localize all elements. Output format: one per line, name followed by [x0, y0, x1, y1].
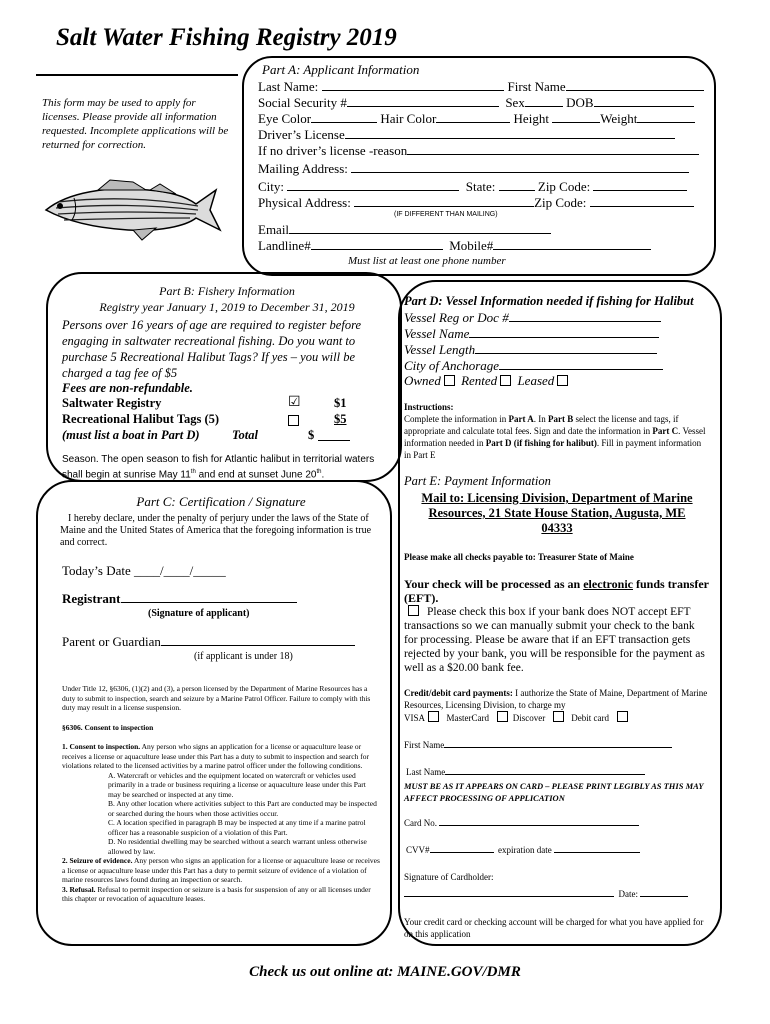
rented-checkbox[interactable]: [500, 375, 511, 386]
card-date-field[interactable]: [640, 887, 688, 897]
discover-label: Discover: [512, 713, 546, 723]
part-d-heading: Part D: Vessel Information needed if fishing for Halibut: [404, 294, 694, 308]
sex-field[interactable]: [525, 94, 563, 107]
physical-address-label: Physical Address:: [258, 195, 351, 210]
last-name-label: Last Name:: [258, 79, 319, 94]
first-name-field[interactable]: [566, 78, 704, 91]
discover-checkbox[interactable]: [553, 711, 564, 722]
phone-note: Must list at least one phone number: [348, 255, 506, 267]
saltwater-registry-checkbox[interactable]: ☑: [288, 395, 301, 410]
title-12-text: Under Title 12, §6306, (1)(2) and (3), a person licensed by the Department of Marine Resources has a duty to submit to inspection, search and seizure by a Marine Patrol Officer. Failure to comply with this duty may result in a license suspension.: [62, 684, 371, 712]
registrant-signature-field[interactable]: [121, 590, 297, 603]
form-title: Salt Water Fishing Registry 2019: [56, 24, 397, 51]
part-c-heading: Part C: Certification / Signature: [136, 494, 306, 509]
halibut-tags-checkbox[interactable]: [288, 415, 299, 426]
height-label: Height: [513, 111, 549, 126]
debit-checkbox[interactable]: [617, 711, 628, 722]
physical-address-field[interactable]: [354, 194, 534, 207]
refusal-label: 3. Refusal.: [62, 884, 96, 894]
halibut-tags-label: Recreational Halibut Tags (5): [62, 412, 220, 426]
total-fee-field[interactable]: [318, 428, 350, 441]
total-fee-label: $: [308, 428, 315, 442]
city-of-anchorage-field[interactable]: [499, 357, 663, 370]
owned-checkbox[interactable]: [444, 375, 455, 386]
parent-guardian-signature-field[interactable]: [161, 633, 355, 646]
instr-part-a: Part A: [508, 414, 534, 424]
checks-payable: Please make all checks payable to: Treasurer State of Maine: [404, 552, 634, 562]
vessel-length-label: Vessel Length: [404, 342, 476, 357]
vessel-reg-label: Vessel Reg or Doc #: [404, 310, 509, 325]
part-b-heading: Part B: Fishery Information: [159, 284, 295, 298]
dob-field[interactable]: [594, 94, 694, 107]
zip2-field[interactable]: [590, 194, 694, 207]
eye-color-label: Eye Color: [258, 111, 312, 126]
card-first-name-label: First Name: [404, 740, 445, 750]
mastercard-checkbox[interactable]: [497, 711, 508, 722]
credit-label: Credit/debit card payments:: [404, 688, 513, 698]
season-text-end: .: [321, 469, 325, 481]
part-b-section: [62, 284, 392, 481]
footer-website: Check us out online at: MAINE.GOV/DMR: [249, 964, 521, 980]
refusal-text: Refusal to permit inspection or seizure is a basis for suspension of any or all licenses under this chapter or revocation of aquaculture leases.: [62, 884, 371, 903]
weight-label: Weight: [600, 111, 638, 126]
parent-guardian-label: Parent or Guardian: [62, 634, 161, 649]
city-label: City:: [258, 179, 285, 194]
eft-notice: [404, 577, 710, 605]
mail-to-address: Mail to: Licensing Division, Department of Marine Resources, 21 State House Station, Augusta, ME 04333: [421, 491, 693, 535]
condition-b: B. Any other location where activities subject to this Part are conducted may be inspected or searched during the hours when those activities occur.: [108, 799, 377, 818]
vessel-length-field[interactable]: [475, 341, 657, 354]
instr-part-b: Part B: [547, 414, 574, 424]
debit-label: Debit card: [571, 713, 609, 723]
hair-color-label: Hair Color: [380, 111, 437, 126]
instr-part-c: Part C: [652, 426, 679, 436]
total-row: [62, 428, 392, 444]
seizure-label: 2. Seizure of evidence.: [62, 856, 133, 865]
eft-box-paragraph: [404, 605, 710, 675]
hair-color-field[interactable]: [436, 110, 510, 123]
landline-label: Landline#: [258, 238, 311, 253]
signature-of-applicant-note: (Signature of applicant): [148, 608, 250, 619]
mobile-label: Mobile#: [449, 238, 494, 253]
ssn-label: Social Security #: [258, 95, 347, 110]
title-rule: [36, 74, 238, 76]
first-name-label: First Name: [507, 79, 566, 94]
part-c-section: [62, 494, 380, 904]
cardholder-signature-field[interactable]: [404, 887, 614, 897]
saltwater-registry-row: [62, 396, 392, 412]
eft-box-text: Please check this box if your bank does NOT accept EFT transactions so we can manually submit your check to the bank for processing. Please be aware that if an EFT transaction gets rejected by your bank, you will be responsible for the payment as well as a $20.00 bank fee.: [404, 606, 705, 674]
no-eft-checkbox[interactable]: [408, 605, 419, 616]
credit-paragraph: [404, 687, 710, 711]
expiration-field[interactable]: [554, 843, 640, 853]
seizure-paragraph: [62, 856, 380, 885]
todays-date[interactable]: Today’s Date ____/____/_____: [62, 563, 226, 578]
card-date-label: Date:: [618, 889, 638, 899]
leased-label: Leased: [517, 373, 555, 388]
mailing-address-field[interactable]: [351, 160, 689, 173]
card-first-name-field[interactable]: [444, 738, 672, 748]
season-text-mid: and end at sunset June 20: [195, 469, 317, 481]
vessel-name-field[interactable]: [469, 325, 659, 338]
cvv-field[interactable]: [430, 843, 494, 853]
eft-text-1: Your check will be processed as an: [404, 577, 584, 591]
halibut-tags-fee: $5: [334, 412, 347, 426]
consent-label: 1. Consent to inspection.: [62, 742, 141, 751]
instr-part-d: Part D (if fishing for halibut): [485, 438, 597, 448]
instr-5: . Fill in payment information in Part E: [404, 438, 702, 460]
season-text: [62, 454, 392, 481]
ssn-field[interactable]: [347, 94, 499, 107]
credit-text: I authorize the State of Maine, Department of Marine Resources, Licensing Division, to charge my: [404, 688, 708, 710]
if-under-18-note: (if applicant is under 18): [194, 651, 293, 662]
city-of-anchorage-label: City of Anchorage: [404, 358, 500, 373]
consent-text: Any person who signs an application for a license or aquaculture lease or receives a license or aquaculture lease under this Part has a duty to submit to inspection and search for violations related to the licensed activities by a marine patrol officer under the following conditions.: [62, 742, 369, 770]
visa-label: VISA: [404, 713, 426, 723]
leased-checkbox[interactable]: [557, 375, 568, 386]
height-field[interactable]: [552, 110, 600, 123]
cvv-label: CVV#: [406, 845, 430, 855]
saltwater-registry-label: Saltwater Registry: [62, 396, 162, 410]
drivers-license-label: Driver’s License: [258, 127, 345, 142]
part-a-section: [258, 62, 706, 269]
card-last-name-label: Last Name: [406, 767, 446, 777]
total-label: Total: [232, 428, 258, 442]
card-type-row: [404, 711, 710, 724]
vessel-reg-field[interactable]: [509, 309, 661, 322]
non-refundable-note: Fees are non-refundable.: [62, 381, 193, 395]
persons-over-16-text: Persons over 16 years of age are required to register before engaging in saltwater recreational fishing. Do you want to purchase 5 Recreational Halibut Tags? If yes – you will be charged a tag fee of $5: [62, 318, 362, 380]
condition-a: A. Watercraft or vehicles and the equipment located on watercraft or vehicles used primarily in a trade or business requiring a license or aquaculture lease under this Part may be searched or inspected at any time.: [108, 770, 366, 799]
last-name-field[interactable]: [322, 78, 504, 91]
mailing-address-label: Mailing Address:: [258, 161, 348, 176]
part-a-heading: Part A: Applicant Information: [262, 62, 420, 77]
instr-2: . In: [533, 414, 548, 424]
rented-label: Rented: [461, 373, 498, 388]
part-e-heading: Part E: Payment Information: [404, 474, 551, 488]
striped-bass-illustration: [38, 172, 228, 244]
zip2-label: Zip Code:: [534, 195, 587, 210]
part-d-section: [404, 294, 710, 461]
landline-field[interactable]: [311, 237, 443, 250]
registrant-label: Registrant: [62, 591, 121, 606]
eye-color-field[interactable]: [311, 110, 377, 123]
registry-year: Registry year January 1, 2019 to December 31, 2019: [99, 300, 355, 314]
dob-label: DOB: [566, 95, 594, 110]
mastercard-label: MasterCard: [446, 713, 490, 723]
condition-c: C. A location specified in paragraph B may be inspected at any time if a marine patrol officer has a reasonable suspicion of a violation of this Part.: [108, 818, 366, 837]
state-label: State:: [465, 179, 496, 194]
consent-heading: §6306. Consent to inspection: [62, 722, 154, 732]
consent-conditions: [62, 771, 380, 857]
intro-note: This form may be used to apply for licenses. Please provide all information requested. Incomplete applications will be returned for correction.: [42, 97, 229, 151]
email-field[interactable]: [289, 221, 551, 234]
zip-label: Zip Code:: [537, 179, 591, 194]
perjury-declaration: I hereby declare, under the penalty of perjury under the laws of the State of Maine and the United States of America that the foregoing information is true and correct.: [60, 513, 372, 548]
weight-field[interactable]: [637, 110, 695, 123]
instr-4: . Vessel information needed in: [404, 426, 706, 448]
zip-field[interactable]: [593, 178, 687, 191]
eft-word: electronic: [583, 577, 633, 591]
refusal-paragraph: [62, 885, 380, 904]
season-sup-2: th: [316, 469, 322, 475]
if-different-note: (IF DIFFERENT THAN MAILING): [394, 211, 498, 218]
card-no-field[interactable]: [439, 816, 639, 826]
card-last-name-field[interactable]: [445, 765, 645, 775]
expiration-label: expiration date: [498, 845, 552, 855]
charged-note: Your credit card or checking account will be charged for what you have applied for on this application: [404, 917, 704, 939]
no-license-reason-label: If no driver’s license -reason: [258, 143, 408, 158]
instr-1: Complete the information in: [404, 414, 509, 424]
must-be-as-on-card: MUST BE AS IT APPEARS ON CARD – PLEASE PRINT LEGIBLY AS THIS MAY AFFECT PROCESSING OF APPLICATION: [404, 781, 704, 803]
season-sup-1: th: [190, 469, 196, 475]
saltwater-registry-fee: $1: [334, 396, 347, 410]
seizure-text: Any person who signs an application for a license or aquaculture lease or receives a license or aquaculture lease under this Part has a duty to permit seizure of evidence of a violation of marine resources laws found during an inspection or search.: [62, 856, 380, 884]
eft-text-2: funds transfer (EFT).: [404, 577, 709, 605]
city-field[interactable]: [287, 178, 459, 191]
instructions-heading: Instructions:: [404, 402, 454, 412]
no-license-reason-field[interactable]: [407, 142, 699, 155]
part-e-section: [404, 474, 710, 940]
visa-checkbox[interactable]: [428, 711, 439, 722]
state-field[interactable]: [499, 178, 535, 191]
must-list-boat-note: (must list a boat in Part D): [62, 428, 200, 442]
vessel-name-label: Vessel Name: [404, 326, 470, 341]
season-text-start: Season. The open season to fish for Atlantic halibut in territorial waters shall begin at sunrise May 11: [62, 454, 375, 481]
signature-cardholder-label: Signature of Cardholder:: [404, 872, 494, 882]
owned-label: Owned: [404, 373, 441, 388]
email-label: Email: [258, 222, 290, 237]
mobile-field[interactable]: [493, 237, 651, 250]
drivers-license-field[interactable]: [345, 126, 675, 139]
halibut-tags-row: [62, 412, 392, 428]
instr-3: select the license and tags, if appropriate and calculate total fees. Sign and date the information in: [404, 414, 679, 436]
sex-label: Sex: [505, 95, 525, 110]
card-no-label: Card No.: [404, 818, 437, 828]
consent-paragraph: [62, 742, 380, 771]
instructions-text: [404, 413, 710, 461]
condition-d: D. No residential dwelling may be searched without a search warrant unless otherwise allowed by law.: [108, 837, 367, 856]
